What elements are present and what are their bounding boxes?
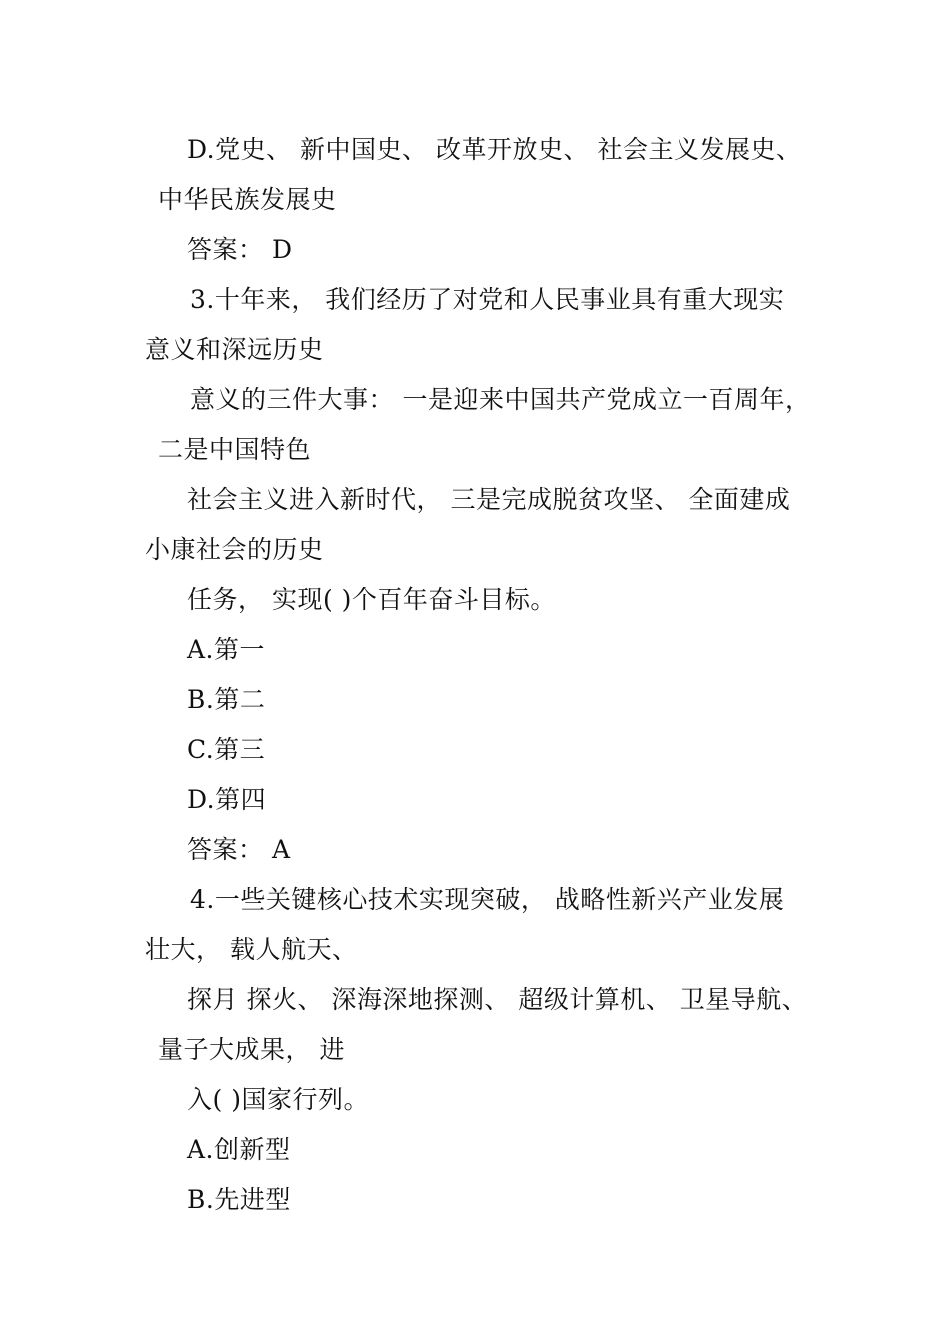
question-4-line-5: 入( )国家行列。: [187, 1085, 369, 1114]
question-3-line-2: 意义和深远历史: [145, 335, 324, 364]
option-b-q4: B.先进型: [187, 1185, 291, 1214]
answer-q3: 答案： A: [187, 835, 291, 864]
option-a-q4: A.创新型: [187, 1135, 291, 1164]
option-b-q3: B.第二: [187, 685, 266, 714]
question-3-line-4: 二是中国特色: [158, 435, 312, 464]
option-c-q3: C.第三: [187, 735, 266, 764]
question-3-line-3: 意义的三件大事： 一是迎来中国共产党成立一百周年，: [190, 385, 811, 414]
question-3-line-5: 社会主义进入新时代， 三是完成脱贫攻坚、 全面建成: [187, 485, 791, 514]
question-3: 3.十年来， 我们经历了对党和人民事业具有重大现实: [190, 285, 785, 314]
question-4: 4.一些关键核心技术实现突破， 战略性新兴产业发展: [190, 885, 785, 914]
answer-q2: 答案： D: [187, 235, 293, 264]
question-4-line-4: 量子大成果， 进: [158, 1035, 345, 1064]
question-4-line-3: 探月 探火、 深海深地探测、 超级计算机、 卫星导航、: [187, 985, 808, 1014]
option-d-q2-continued: 中华民族发展史: [158, 185, 337, 214]
question-3-line-6: 小康社会的历史: [145, 535, 324, 564]
option-d-q2: D.党史、 新中国史、 改革开放史、 社会主义发展史、: [187, 135, 802, 164]
question-4-line-2: 壮大， 载人航天、: [145, 935, 358, 964]
option-a-q3: A.第一: [187, 635, 266, 664]
option-d-q3: D.第四: [187, 785, 267, 814]
question-3-line-7: 任务， 实现( )个百年奋斗目标。: [187, 585, 556, 614]
